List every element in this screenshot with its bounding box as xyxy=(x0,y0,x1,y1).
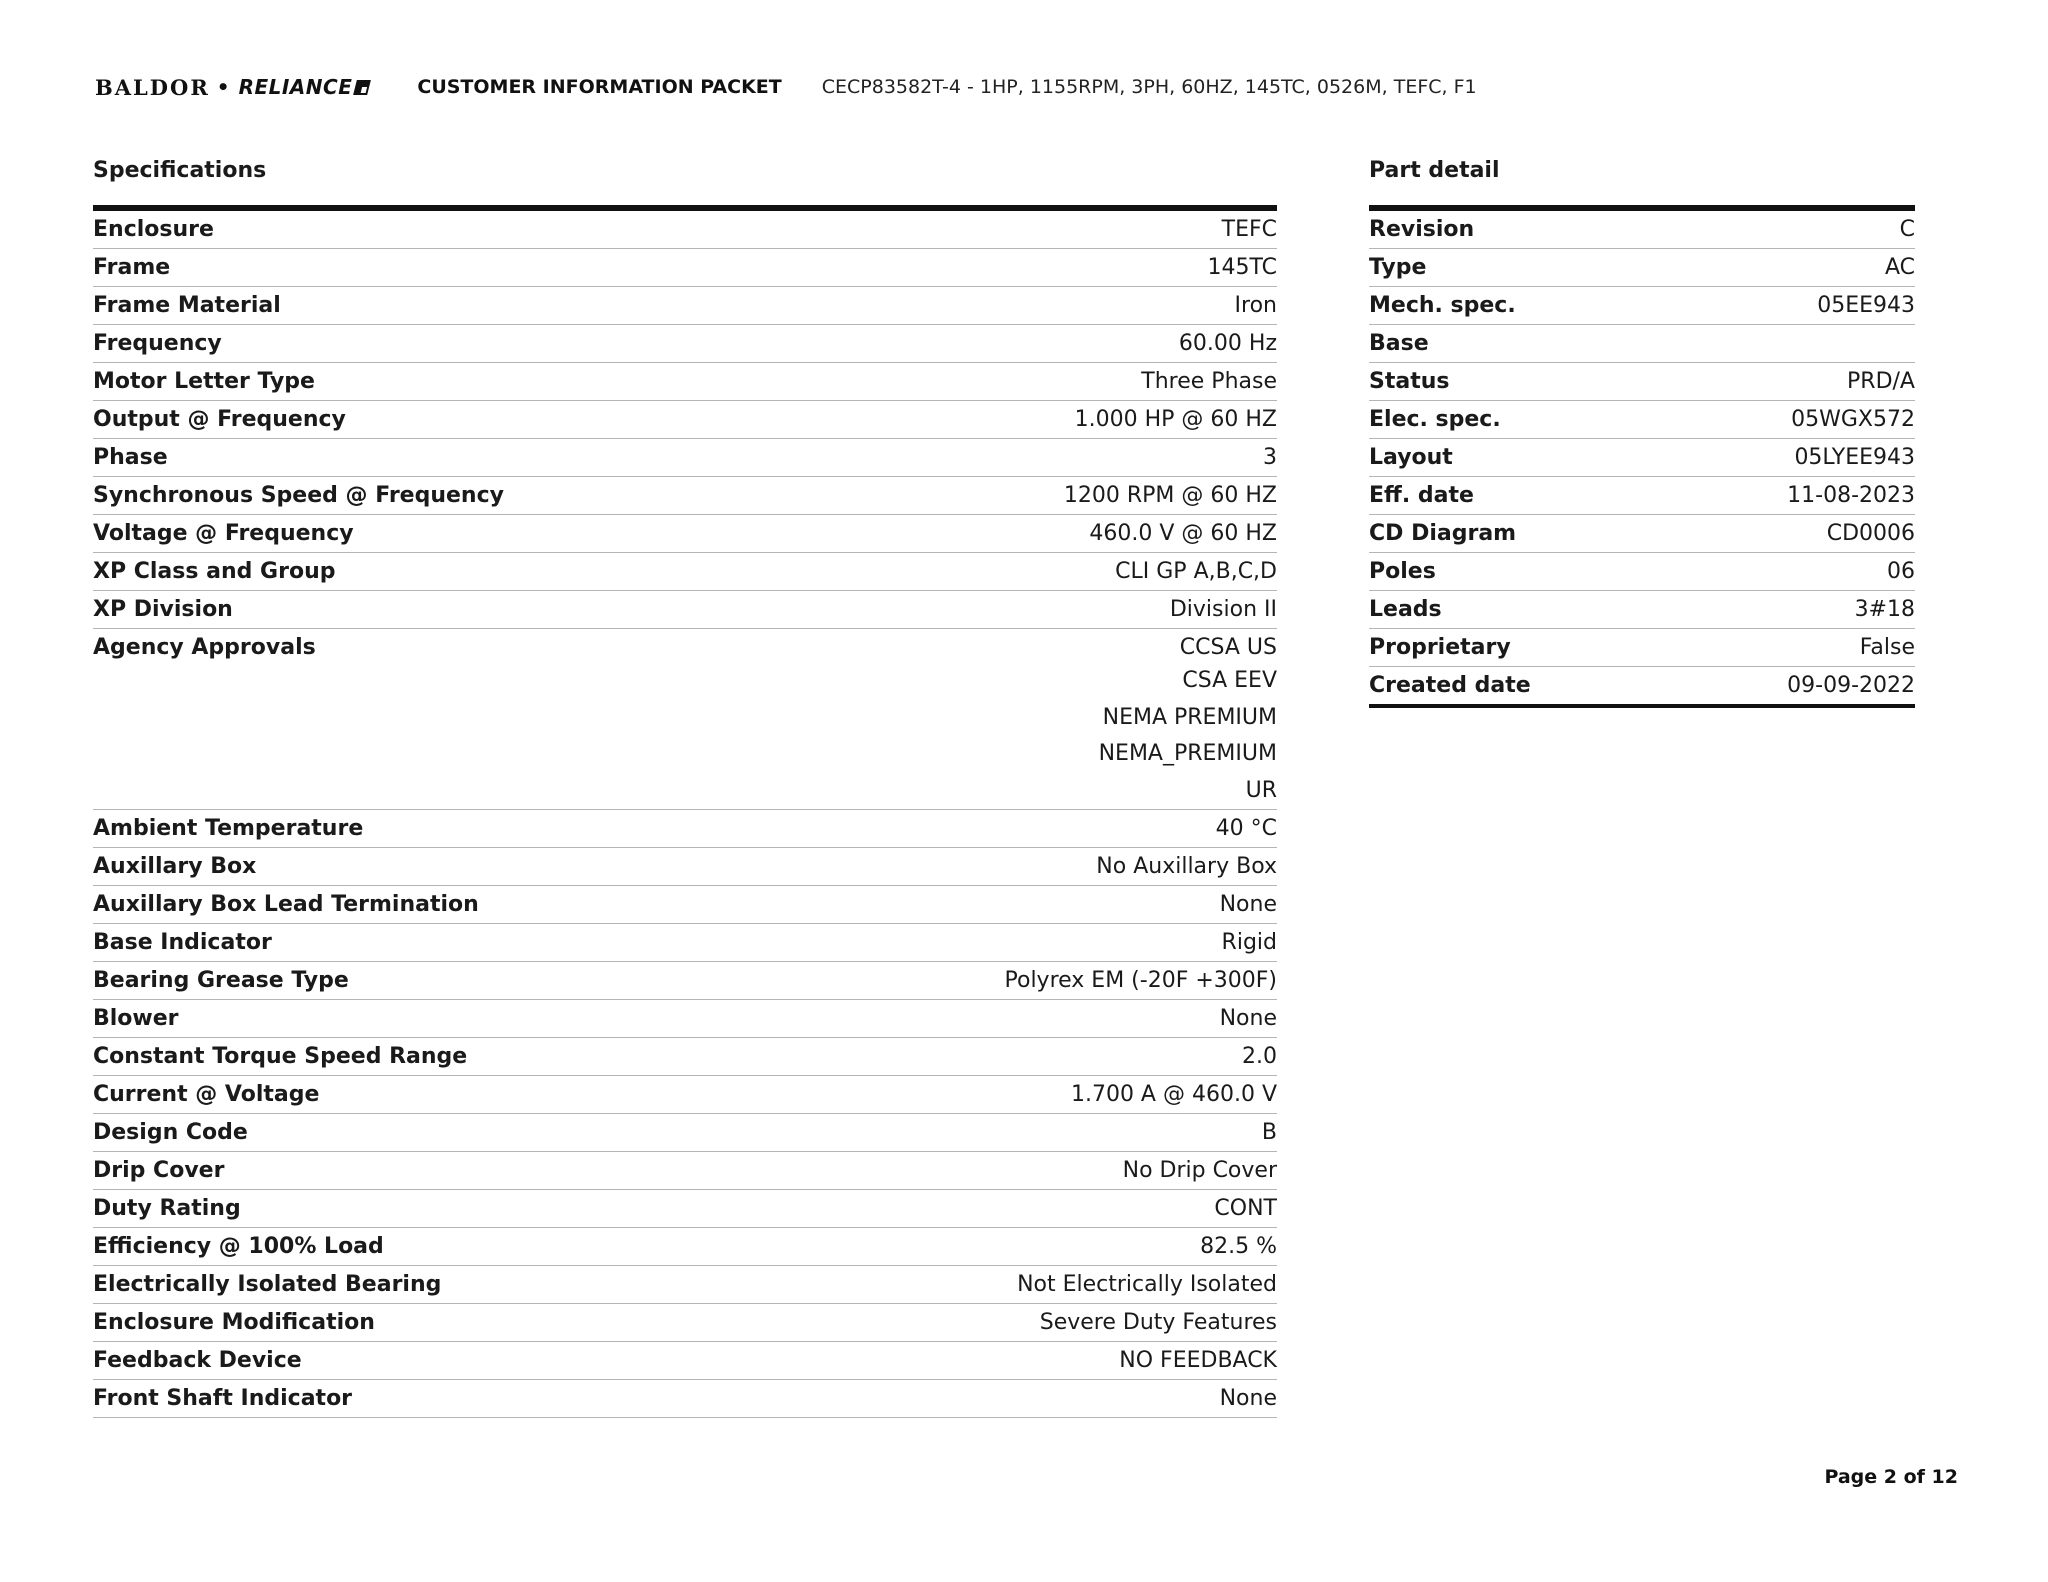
table-row xyxy=(93,1342,1277,1380)
row-value: 82.5 % xyxy=(1200,1234,1277,1259)
table-row xyxy=(93,515,1277,553)
row-label: Frame Material xyxy=(93,293,281,318)
row-value: 145TC xyxy=(1207,255,1277,280)
table-row xyxy=(93,848,1277,886)
row-label: Current @ Voltage xyxy=(93,1082,320,1107)
row-value: C xyxy=(1899,217,1915,242)
row-value: 1.000 HP @ 60 HZ xyxy=(1074,407,1277,432)
table-row xyxy=(93,1190,1277,1228)
table-row xyxy=(93,439,1277,477)
row-label: Frame xyxy=(93,255,171,280)
table-row xyxy=(93,1380,1277,1418)
row-value: None xyxy=(1219,1386,1277,1411)
spec-label: Agency Approvals xyxy=(93,635,316,660)
page-header xyxy=(95,70,1988,104)
table-row xyxy=(1369,287,1915,325)
row-label: Design Code xyxy=(93,1120,248,1145)
part-detail-table xyxy=(1369,205,1915,708)
row-value: CONT xyxy=(1214,1196,1277,1221)
row-value: Three Phase xyxy=(1141,369,1277,394)
page-number: Page 2 of 12 xyxy=(1824,1466,1958,1488)
table-row xyxy=(93,886,1277,924)
table-row xyxy=(1369,401,1915,439)
row-value: B xyxy=(1261,1120,1277,1145)
table-row xyxy=(1369,667,1915,708)
row-label: Enclosure xyxy=(93,217,214,242)
row-label: Layout xyxy=(1369,445,1453,470)
row-label: Phase xyxy=(93,445,168,470)
row-value: 40 °C xyxy=(1215,816,1277,841)
table-row xyxy=(93,962,1277,1000)
row-label: Feedback Device xyxy=(93,1348,302,1373)
table-row xyxy=(1369,363,1915,401)
table-row xyxy=(93,924,1277,962)
row-label: Bearing Grease Type xyxy=(93,968,349,993)
row-label: Duty Rating xyxy=(93,1196,241,1221)
table-row xyxy=(93,810,1277,848)
row-value: 460.0 V @ 60 HZ xyxy=(1089,521,1277,546)
row-value: Not Electrically Isolated xyxy=(1017,1272,1277,1297)
row-value: 09-09-2022 xyxy=(1787,673,1915,698)
row-label: Blower xyxy=(93,1006,179,1031)
row-value: 2.0 xyxy=(1242,1044,1277,1069)
row-label: Auxillary Box Lead Termination xyxy=(93,892,479,917)
table-row xyxy=(93,553,1277,591)
logo-reliance-text: RELIANCE xyxy=(238,75,353,99)
row-label: Output @ Frequency xyxy=(93,407,346,432)
row-value: Rigid xyxy=(1221,930,1277,955)
row-value: 05LYEE943 xyxy=(1794,445,1915,470)
table-row xyxy=(1369,591,1915,629)
table-row xyxy=(93,1266,1277,1304)
row-label: Auxillary Box xyxy=(93,854,257,879)
row-value: AC xyxy=(1884,255,1915,280)
row-label: Eff. date xyxy=(1369,483,1474,508)
agency-approval-item: NEMA PREMIUM xyxy=(1102,704,1277,730)
table-row xyxy=(1369,249,1915,287)
packet-title: CUSTOMER INFORMATION PACKET xyxy=(417,76,782,98)
table-row xyxy=(93,1152,1277,1190)
row-label: Constant Torque Speed Range xyxy=(93,1044,468,1069)
table-row xyxy=(93,1228,1277,1266)
row-value: No Drip Cover xyxy=(1122,1158,1277,1183)
reliance-mark-icon xyxy=(354,80,372,95)
row-value: TEFC xyxy=(1221,217,1277,242)
row-value: 1.700 A @ 460.0 V xyxy=(1070,1082,1277,1107)
row-label: XP Division xyxy=(93,597,233,622)
row-label: Frequency xyxy=(93,331,222,356)
row-label: Mech. spec. xyxy=(1369,293,1516,318)
agency-approval-item: CCSA US xyxy=(1179,635,1277,660)
table-row xyxy=(1369,325,1915,363)
specifications-rows xyxy=(93,211,1277,629)
table-row xyxy=(93,211,1277,249)
baldor-reliance-logo xyxy=(95,75,369,100)
row-value: PRD/A xyxy=(1847,369,1915,394)
model-description: CECP83582T-4 - 1HP, 1155RPM, 3PH, 60HZ, 145TC, 0526M, TEFC, F1 xyxy=(821,76,1477,98)
table-row xyxy=(93,1304,1277,1342)
table-row xyxy=(1369,211,1915,249)
row-label: Front Shaft Indicator xyxy=(93,1386,353,1411)
row-value: Polyrex EM (-20F +300F) xyxy=(1004,968,1277,993)
agency-approval-item: CSA EEV xyxy=(1182,668,1277,693)
table-row xyxy=(93,477,1277,515)
table-row xyxy=(1369,553,1915,591)
agency-approval-item: NEMA_PREMIUM xyxy=(1098,741,1277,766)
table-row xyxy=(93,1114,1277,1152)
table-row xyxy=(93,249,1277,287)
row-label: Created date xyxy=(1369,673,1531,698)
table-row xyxy=(1369,477,1915,515)
specifications-table xyxy=(93,205,1277,1418)
table-row xyxy=(93,325,1277,363)
row-label: Electrically Isolated Bearing xyxy=(93,1272,442,1297)
table-row xyxy=(1369,439,1915,477)
agency-approval-item: UR xyxy=(1245,777,1277,803)
row-value: 05EE943 xyxy=(1817,293,1915,318)
row-label: Status xyxy=(1369,369,1450,394)
row-label: Efficiency @ 100% Load xyxy=(93,1234,384,1259)
row-value: Division II xyxy=(1169,597,1277,622)
row-value: 3#18 xyxy=(1854,597,1915,622)
row-value: CLI GP A,B,C,D xyxy=(1115,559,1277,584)
row-value: False xyxy=(1859,635,1915,660)
row-value: 05WGX572 xyxy=(1791,407,1915,432)
table-row xyxy=(93,1038,1277,1076)
row-label: Revision xyxy=(1369,217,1475,242)
specifications-title: Specifications xyxy=(93,158,267,183)
row-value: 11-08-2023 xyxy=(1787,483,1915,508)
row-label: Poles xyxy=(1369,559,1436,584)
row-label: Synchronous Speed @ Frequency xyxy=(93,483,504,508)
row-value: 06 xyxy=(1887,559,1915,584)
specifications-rows-continued xyxy=(93,810,1277,1418)
row-value: 1200 RPM @ 60 HZ xyxy=(1063,483,1277,508)
row-label: Motor Letter Type xyxy=(93,369,315,394)
table-row xyxy=(93,591,1277,629)
agency-approvals-values xyxy=(1099,632,1277,809)
row-label: CD Diagram xyxy=(1369,521,1517,546)
row-value: None xyxy=(1219,1006,1277,1031)
row-label: Leads xyxy=(1369,597,1442,622)
row-label: Elec. spec. xyxy=(1369,407,1501,432)
row-value: None xyxy=(1219,892,1277,917)
table-row xyxy=(93,1000,1277,1038)
row-value: Severe Duty Features xyxy=(1039,1310,1277,1335)
row-label: Proprietary xyxy=(1369,635,1511,660)
row-value: CD0006 xyxy=(1826,521,1915,546)
table-row xyxy=(93,363,1277,401)
table-row xyxy=(93,1076,1277,1114)
part-detail-title: Part detail xyxy=(1369,158,1500,183)
spec-row-agency-approvals xyxy=(93,629,1277,810)
row-label: Base Indicator xyxy=(93,930,272,955)
row-value: No Auxillary Box xyxy=(1096,854,1277,879)
row-label: Drip Cover xyxy=(93,1158,225,1183)
table-row xyxy=(1369,515,1915,553)
logo-dot: • xyxy=(216,75,232,99)
row-value: 60.00 Hz xyxy=(1178,331,1277,356)
row-value: NO FEEDBACK xyxy=(1119,1348,1277,1373)
row-label: Type xyxy=(1369,255,1427,280)
logo-baldor-text: BALDOR xyxy=(95,74,210,100)
table-row xyxy=(93,287,1277,325)
row-label: XP Class and Group xyxy=(93,559,336,584)
row-value: Iron xyxy=(1234,293,1277,318)
row-label: Voltage @ Frequency xyxy=(93,521,354,546)
part-detail-rows xyxy=(1369,211,1915,708)
row-value: 3 xyxy=(1263,445,1277,470)
row-label: Enclosure Modification xyxy=(93,1310,375,1335)
row-label: Ambient Temperature xyxy=(93,816,364,841)
table-row xyxy=(1369,629,1915,667)
table-row xyxy=(93,401,1277,439)
row-label: Base xyxy=(1369,331,1429,356)
